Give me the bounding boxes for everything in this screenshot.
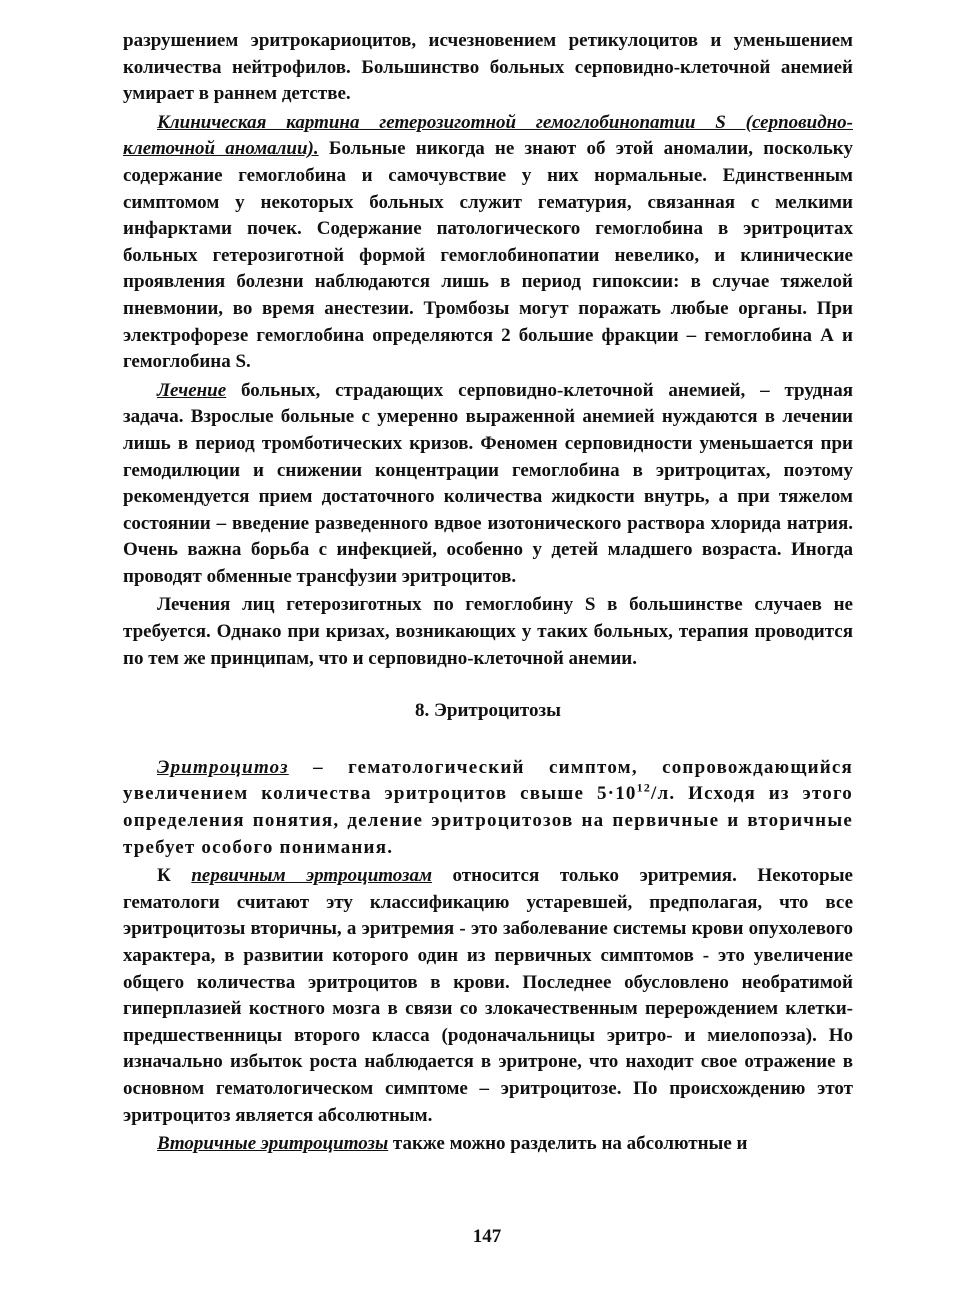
paragraph-6: К первичным эртроцитозам относится только эритремия. Некоторые гематологи считают эту классификацию устаревшей, предполагая, что все эритроцитозы вторичны, а эритремия - это заболевание системы крови опухолевого характера, в развитии которого один из первичных симптомов - это увеличение общего количества эритроцитов в крови. Последнее обусловлено необратимой гиперплазией костного мозга в связи со злокачественным перерождением клетки-предшественницы второго класса (родоначальницы эритро- и миелопоэза). Но изначально избыток роста наблюдается в эритроне, что находит свое отражение в основном гематологическом симптоме – эритроцитозе. По происхождению этот эритроцитоз является абсолютным. [123,865,853,1126]
paragraph-4: Лечения лиц гетерозиготных по гемоглобину S в большинстве случаев не требуется. Однако при кризах, возникающих у таких больных, терапия проводится по тем же принципам, что и серповидно-клеточной анемии. [123,594,853,669]
paragraph-3-emphasis: Лечение [157,379,227,401]
paragraph-3: Лечение больных, страдающих серповидно-клеточной анемией, – трудная задача. Взрослые больные с умеренно выраженной анемией нуждаются в лечении лишь в период тромботических кризов. Феномен серповидности уменьшается при гемодилюции и снижении концентрации гемоглобина в эритроцитах, поэтому рекомендуется прием достаточного количества жидкости внутрь, а при тяжелом состоянии – введение разведенного вдвое изотонического раствора хлорида натрия. Очень важна борьба с инфекцией, особенно у детей младшего возраста. Иногда проводят обменные трансфузии эритроцитов. [123,379,853,587]
paragraph-5: Эритроцитоз – гематологический симптом, сопровождающийся увеличением количества эритроцитов свыше $5\cdot 10^{12}/л$. Исходя из этого определения понятия, деление эритроцитозов на первичные и вторичные требует особого понимания. [123,756,853,858]
paragraph-5-emphasis: Эритроцитоз [157,756,289,778]
paragraph-2-emphasis: Клиническая картина гетерозиготной гемоглобинопатии S (серповидно-клеточной аномалии). [123,111,853,160]
paragraph-7-emphasis: Вторичные эритроцитозы [157,1133,389,1155]
paragraph-2: Клиническая картина гетерозиготной гемоглобинопатии S (серповидно-клеточной аномалии). Больные никогда не знают об этой аномалии, поскольку содержание гемоглобина и самочувствие у них нормальные. Единственным симптомом у некоторых больных служит гематурия, связанная с мелкими инфарктами почек. Содержание патологического гемоглобина в эритроцитах больных гетерозиготной формой гемоглобинопатии невелико, и клинические проявления болезни наблюдаются лишь в период гипоксии: в случае тяжелой пневмонии, во время анестезии. Тромбозы могут поражать любые органы. При электрофорезе гемоглобина определяются 2 большие фракции – гемоглобина А и гемоглобина S. [123,111,853,373]
paragraph-6-emphasis: первичным эртроцитозам [191,865,432,887]
section-heading: 8. Эритроцитозы [415,700,561,722]
paragraph-1: разрушением эритрокариоцитов, исчезновением ретикулоцитов и уменьшением количества нейтрофилов. Большинство больных серповидно-клеточной анемией умирает в раннем детстве. [123,30,853,105]
exponent: 12 [636,781,652,796]
page-body [123,28,853,1160]
paragraph-7: Вторичные эритроцитозы также можно разделить на абсолютные и [157,1133,748,1155]
page-number: 147 [472,1226,502,1247]
